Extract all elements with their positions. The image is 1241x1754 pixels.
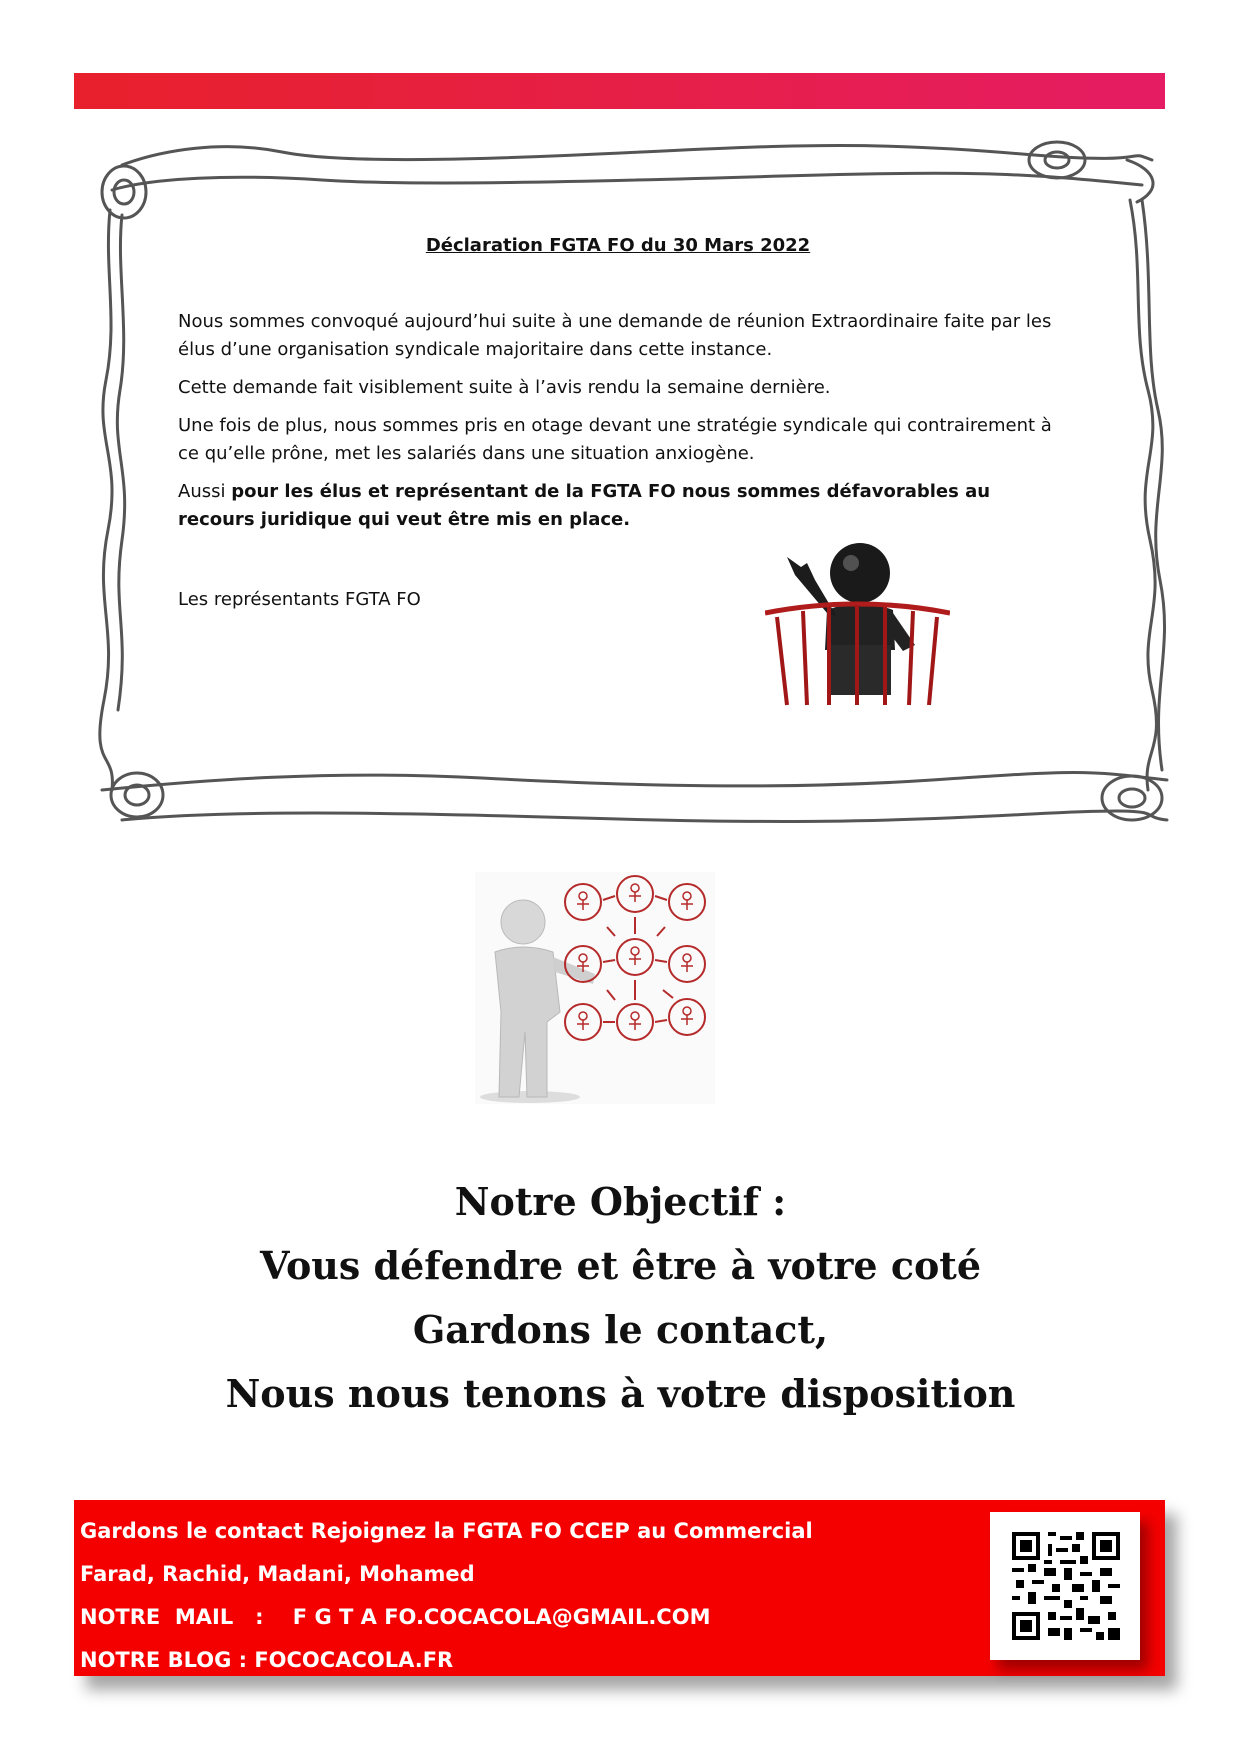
network-figure (475, 872, 715, 1104)
footer-blog-line: NOTRE BLOG : FOCOCACOLA.FR (80, 1648, 454, 1672)
paragraph-2: Cette demande fait visiblement suite à l’avis rendu la semaine dernière. (178, 377, 831, 398)
qr-code (990, 1512, 1140, 1660)
paragraph-4-bold: pour les élus et représentant de la FGTA FO nous sommes défavorables au recours juridique qui veut être mis en place. (178, 481, 991, 530)
qr-code-icon (1012, 1532, 1120, 1640)
top-accent-bar (74, 73, 1165, 109)
paragraph-1: Nous sommes convoqué aujourd’hui suite à une demande de réunion Extraordinaire faite par les élus d’une organisation syndicale majoritaire dans cette instance. (178, 311, 1052, 360)
footer-join-line: Gardons le contact Rejoignez la FGTA FO CCEP au Commercial (80, 1519, 813, 1543)
signature: Les représentants FGTA FO (178, 589, 421, 610)
paragraph-4 (178, 478, 1058, 534)
footer-lines (80, 1510, 813, 1682)
network-figure-icon (475, 872, 715, 1104)
objective-block (0, 1170, 1241, 1426)
declaration-title: Déclaration FGTA FO du 30 Mars 2022 (425, 235, 811, 256)
footer-names-line: Farad, Rachid, Madani, Mohamed (80, 1562, 475, 1586)
objective-heading: Notre Objectif : (454, 1179, 787, 1224)
footer-mail-line: NOTRE MAIL : F G T A FO.COCACOLA@GMAIL.COM (80, 1605, 711, 1629)
podium-figure-icon (765, 535, 950, 710)
objective-line-4: Nous nous tenons à votre disposition (225, 1371, 1016, 1416)
objective-line-3: Gardons le contact, (412, 1307, 829, 1352)
podium-figure (765, 535, 950, 710)
paragraph-4-lead: Aussi (178, 481, 232, 502)
paragraph-3: Une fois de plus, nous sommes pris en otage devant une stratégie syndicale qui contrairement à ce qu’elle prône, met les salariés dans une situation anxiogène. (178, 415, 1052, 464)
objective-line-2: Vous défendre et être à votre coté (259, 1243, 982, 1288)
